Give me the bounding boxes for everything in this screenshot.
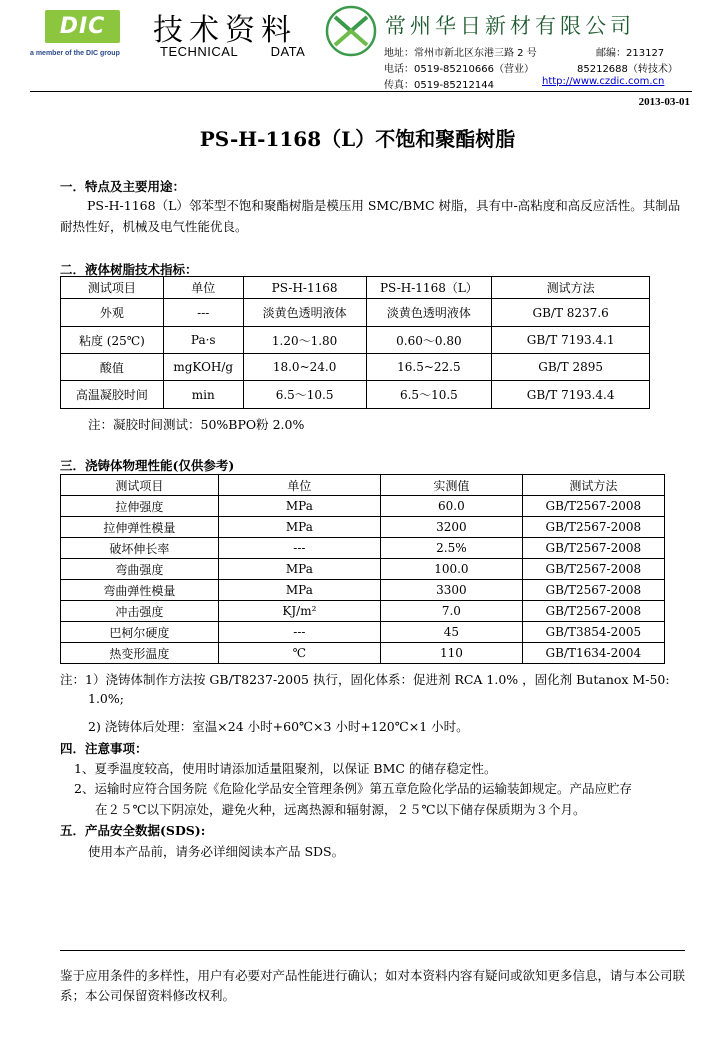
table-cell: 弯曲强度 — [61, 559, 219, 580]
table-cell: GB/T 7193.4.4 — [492, 381, 650, 409]
table-header-cell: 测试方法 — [522, 475, 664, 496]
table-cell: MPa — [218, 496, 380, 517]
table-row — [61, 354, 650, 381]
table-cell: 1.20～1.80 — [243, 327, 366, 354]
section4-item2-cont: 在２５℃以下阴凉处，避免火种，远离热源和辐射源，２５℃以下储存保质期为３个月。 — [95, 802, 586, 817]
dic-tagline: a member of the DIC group — [30, 50, 120, 57]
table-cell: 2.5% — [381, 538, 523, 559]
company-address: 地址：常州市新北区东港三路 2 号 — [384, 48, 537, 59]
table-header-row — [61, 277, 650, 299]
header-divider — [30, 91, 692, 92]
table-cell: 6.5～10.5 — [243, 381, 366, 409]
table-header-cell: 实测值 — [381, 475, 523, 496]
footer-divider — [60, 950, 685, 951]
table-cell: 18.0~24.0 — [243, 354, 366, 381]
table-cell: GB/T2567-2008 — [522, 496, 664, 517]
section3-note1-cont: 1.0%; — [88, 691, 124, 706]
table-row — [61, 601, 665, 622]
table-cell: GB/T1634-2004 — [522, 643, 664, 664]
table-cell: KJ/m² — [218, 601, 380, 622]
table-cell: GB/T3854-2005 — [522, 622, 664, 643]
table-cell: --- — [218, 538, 380, 559]
table-cell: GB/T 8237.6 — [492, 299, 650, 327]
table-header-cell: 测试方法 — [492, 277, 650, 299]
company-name: 常州华日新材有限公司 — [385, 14, 635, 38]
table-cell: mgKOH/g — [163, 354, 243, 381]
section4-item1: 1、夏季温度较高，使用时请添加适量阻聚剂，以保证 BMC 的储存稳定性。 — [74, 761, 497, 776]
table-row — [61, 538, 665, 559]
table-cell: GB/T 7193.4.1 — [492, 327, 650, 354]
section3-note2: 2) 浇铸体后处理：室温×24 小时+60℃×3 小时+120℃×1 小时。 — [88, 719, 469, 734]
table-cell: 110 — [381, 643, 523, 664]
table-row — [61, 517, 665, 538]
table-cell: 粘度 (25℃) — [61, 327, 164, 354]
table-cell: 酸值 — [61, 354, 164, 381]
table-header-cell: PS-H-1168（L） — [366, 277, 492, 299]
liquid-resin-spec-table — [60, 276, 650, 409]
table-cell: MPa — [218, 517, 380, 538]
table-cell: 16.5~22.5 — [366, 354, 492, 381]
table-cell: GB/T2567-2008 — [522, 559, 664, 580]
section1-text: PS-H-1168（L）邻苯型不饱和聚酯树脂是模压用 SMC/BMC 树脂，具有中-高粘度和高反应活性。其制品耐热性好，机械及电气性能优良。 — [60, 198, 681, 234]
doc-type-title: 技术资料 — [153, 13, 297, 48]
section2-note: 注：凝胶时间测试：50%BPO粉 2.0% — [88, 417, 305, 432]
table-cell: 外观 — [61, 299, 164, 327]
cast-properties-table — [60, 474, 665, 664]
table-cell: 弯曲弹性模量 — [61, 580, 219, 601]
table-header-cell: 单位 — [218, 475, 380, 496]
table-cell: 高温凝胶时间 — [61, 381, 164, 409]
section5-heading: 五．产品安全数据(SDS): — [60, 823, 206, 838]
table-cell: GB/T2567-2008 — [522, 517, 664, 538]
table-cell: 巴柯尔硬度 — [61, 622, 219, 643]
table-cell: 拉伸弹性模量 — [61, 517, 219, 538]
table-header-cell: PS-H-1168 — [243, 277, 366, 299]
table-cell: 60.0 — [381, 496, 523, 517]
company-logo-icon — [325, 5, 377, 57]
table-cell: --- — [218, 622, 380, 643]
table-cell: MPa — [218, 559, 380, 580]
table-cell: 破坏伸长率 — [61, 538, 219, 559]
section3-note1: 注：1）浇铸体制作方法按 GB/T8237-2005 执行，固化体系：促进剂 RCA 1.0% ，固化剂 Butanox M-50: — [60, 672, 670, 687]
table-header-cell: 测试项目 — [61, 277, 164, 299]
table-cell: 100.0 — [381, 559, 523, 580]
table-cell: 6.5～10.5 — [366, 381, 492, 409]
table-row — [61, 559, 665, 580]
section4-heading: 四．注意事项： — [60, 741, 148, 756]
table-row — [61, 580, 665, 601]
table-cell: 拉伸强度 — [61, 496, 219, 517]
dic-logo — [45, 10, 120, 43]
table-cell: GB/T 2895 — [492, 354, 650, 381]
table-header-cell: 单位 — [163, 277, 243, 299]
table-cell: 3200 — [381, 517, 523, 538]
table-cell: 淡黄色透明液体 — [243, 299, 366, 327]
table-row — [61, 381, 650, 409]
table-row — [61, 622, 665, 643]
company-phone: 电话：0519-85210666（营业） — [384, 64, 534, 75]
section4-item2: 2、运输时应符合国务院《危险化学品安全管理条例》第五章危险化学品的运输装卸规定。产品应贮存 — [74, 781, 632, 796]
table-cell: GB/T2567-2008 — [522, 538, 664, 559]
table-row — [61, 643, 665, 664]
table-cell: ℃ — [218, 643, 380, 664]
table-row — [61, 327, 650, 354]
table-header-cell: 测试项目 — [61, 475, 219, 496]
section5-text: 使用本产品前，请务必详细阅读本产品 SDS。 — [88, 844, 345, 859]
doc-type-title-en: TECHNICAL DATA — [160, 44, 306, 59]
table-cell: 7.0 — [381, 601, 523, 622]
document-date: 2013-03-01 — [638, 96, 690, 108]
table-cell: 3300 — [381, 580, 523, 601]
table-cell: MPa — [218, 580, 380, 601]
table-cell: GB/T2567-2008 — [522, 601, 664, 622]
table-cell: 冲击强度 — [61, 601, 219, 622]
table-cell: min — [163, 381, 243, 409]
table-cell: 0.60～0.80 — [366, 327, 492, 354]
table-cell: 热变形温度 — [61, 643, 219, 664]
product-title: PS-H-1168（L）不饱和聚酯树脂 — [199, 127, 516, 151]
table-cell: 淡黄色透明液体 — [366, 299, 492, 327]
table-cell: GB/T2567-2008 — [522, 580, 664, 601]
company-website-link[interactable]: http://www.czdic.com.cn — [542, 76, 665, 87]
footer-disclaimer: 鉴于应用条件的多样性，用户有必要对产品性能进行确认；如对本资料内容有疑问或欲知更多信息，请与本公司联系；本公司保留资料修改权利。 — [60, 968, 686, 1003]
table-header-row — [61, 475, 665, 496]
section1-heading: 一．特点及主要用途： — [60, 179, 186, 194]
table-cell: --- — [163, 299, 243, 327]
table-cell: Pa·s — [163, 327, 243, 354]
table-row — [61, 496, 665, 517]
section3-heading: 三．浇铸体物理性能(仅供参考) — [60, 458, 235, 473]
dic-logo-text: DIC — [59, 14, 106, 39]
table-row — [61, 299, 650, 327]
section2-heading: 二．液体树脂技术指标： — [60, 262, 198, 277]
company-fax: 传真：0519-85212144 — [384, 80, 494, 91]
table-cell: 45 — [381, 622, 523, 643]
company-phone-tech: 85212688（转技术） — [577, 64, 678, 75]
company-postcode: 邮编：213127 — [596, 48, 665, 59]
